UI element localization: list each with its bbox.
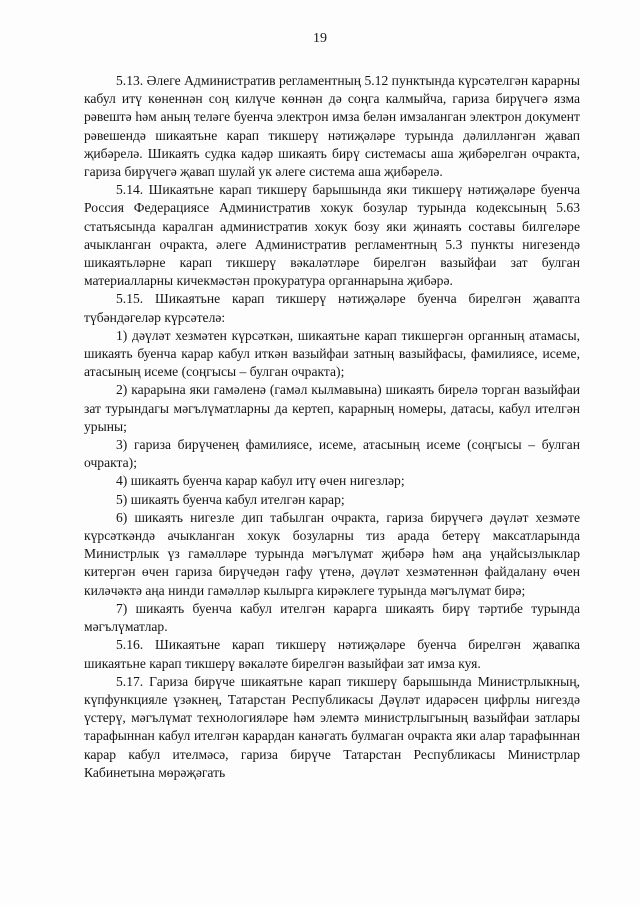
paragraph-5-13: 5.13. Әлеге Административ регламентның 5.12 пунктында күрсәтелгән карарны кабул итү көненнән соң килүче көннән дә соңга калмыйча, гариза бирүчегә язма рәвештә һәм аның теләге буенча электрон имза белән имзаланган электрон документ рәвешендә шикаятьне карап тикшерү нәтиҗәләре турында дәлилләнгән җавап җибәрелә. Шикаять судка кадәр шикаять бирү системасы аша җибәрелгән очракта, гариза бирүчегә җавап шулай ук әлеге система аша җибәрелә. bbox=[84, 73, 580, 180]
paragraph-5-17: 5.17. Гариза бирүче шикаятьне карап тикшерү барышында Министрлыкның, күпфункцияле үзәкнең, Татарстан Республикасы Дәүләт идарәсен цифрлы нигездә үстерү, мәгълүмат технологияләре һәм элемтә министрлыгының вазыйфаи затлары тарафыннан кабул ителгән карардан канәгать булмаган очракта яки алар тарафыннан карар кабул ителмәсә, гариза бирүче Татарстан Республикасы Министрлар Кабинетына мөрәҗәгать bbox=[84, 673, 580, 780]
list-item-7: 7) шикаять буенча кабул ителгән карарга шикаять бирү тәртибе турында мәгълүматлар. bbox=[84, 600, 580, 635]
list-item-2: 2) карарына яки гамәленә (гамәл кылмавына) шикаять бирелә торган вазыйфаи зат турындагы мәгълүматларны да кертеп, карарның номеры, датасы, кабул ителгән урыны; bbox=[84, 382, 580, 434]
list-item-1: 1) дәүләт хезмәтен күрсәткән, шикаятьне карап тикшергән органның атамасы, шикаять буенча карар кабул иткән вазыйфаи затның вазыйфасы, фамилиясе, исеме, атасының исеме (соңгысы – булган очракта); bbox=[84, 327, 580, 380]
list-item-4: 4) шикаять буенча карар кабул итү өчен нигезләр; bbox=[116, 473, 405, 489]
page-number: 19 bbox=[313, 31, 327, 46]
paragraph-5-14: 5.14. Шикаятьне карап тикшерү барышында яки тикшерү нәтиҗәләре буенча Россия Федерациясе Административ хокук бозулар турында кодексының 5.63 статьясында каралган административ хокук бозу яки җинаять составы билгеләре ачыкланган очракта, әлеге Административ регламентның 5.3 пункты нигезендә шикаятьләрне карап тикшерү вәкаләтләре бирелгән вазыйфаи зат булган материалларны кичекмәстән прокуратура органнарына җибәрә. bbox=[84, 182, 580, 289]
list-item-6: 6) шикаять нигезле дип табылган очракта, гариза бирүчегә дәүләт хезмәте күрсәткәндә ачыкланган хокук бозуларны тиз арада бетерү максатларында Министрлык үз гамәлләре турында мәгълүмат җибәрә һәм аңа уңайсызлыклар китергән өчен гариза бирүчедән гафу үтенә, дәүләт хезмәтеннән файдалану өчен киләчәктә аңа нинди гамәлләр кылырга кирәклеге турында мәгълүмат бирә; bbox=[84, 509, 580, 598]
document-body bbox=[84, 72, 580, 782]
paragraph-5-15: 5.15. Шикаятьне карап тикшерү нәтиҗәләре буенча бирелгән җавапта түбәндәгеләр күрсәтелә: bbox=[84, 291, 580, 325]
paragraph-5-16: 5.16. Шикаятьне карап тикшерү нәтиҗәләре буенча бирелгән җавапка шикаятьне карап тикшерү вәкаләте бирелгән вазыйфаи зат имза куя. bbox=[84, 637, 580, 671]
list-item-3: 3) гариза бирүченең фамилиясе, исеме, атасының исеме (соңгысы – булган очракта); bbox=[84, 437, 580, 471]
list-item-5: 5) шикаять буенча кабул ителгән карар; bbox=[116, 491, 345, 507]
